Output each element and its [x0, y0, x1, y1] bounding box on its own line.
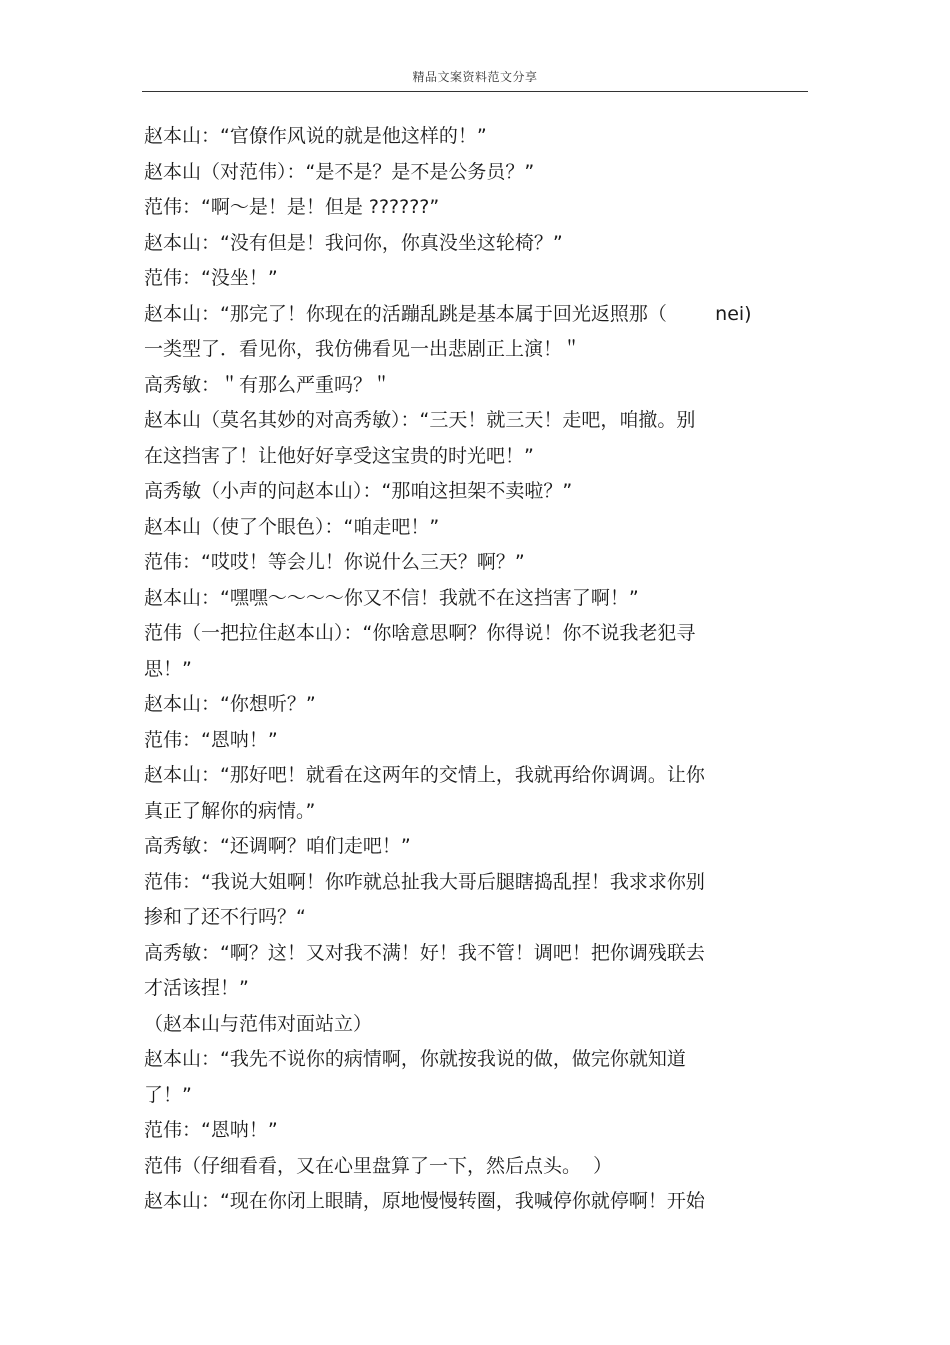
script-line: 赵本山：“没有但是！我问你，你真没坐这轮椅？”: [144, 231, 563, 254]
script-line: 赵本山：“那完了！你现在的活蹦乱跳是基本属于回光返照那（ nei): [144, 302, 752, 325]
script-line: 才活该捏！”: [144, 977, 249, 999]
script-line: 赵本山（莫名其妙的对高秀敏）：“三天！就三天！走吧，咱撤。别: [144, 409, 696, 431]
script-line: 范伟（一把拉住赵本山）：“你啥意思啊？你得说！你不说我老犯寻: [144, 622, 696, 644]
script-line: 高秀敏（小声的问赵本山）：“那咱这担架不卖啦？”: [144, 480, 573, 502]
script-line: 思！”: [144, 657, 192, 680]
script-line: 赵本山（对范伟）：“是不是？是不是公务员？”: [144, 160, 535, 183]
script-line: 高秀敏：“还调啊？咱们走吧！”: [144, 835, 411, 857]
script-line: 范伟：“恩呐！”: [144, 728, 278, 751]
page-header: 精品文案资料范文分享: [412, 70, 538, 84]
script-line: 赵本山：“那好吧！就看在这两年的交情上，我就再给你调调。让你: [144, 764, 705, 786]
script-line: 真正了解你的病情。”: [144, 799, 316, 822]
script-line: 赵本山：“现在你闭上眼睛，原地慢慢转圈，我喊停你就停啊！开始: [144, 1190, 705, 1212]
script-line: 在这挡害了！让他好好享受这宝贵的时光吧！”: [144, 444, 534, 467]
script-line: 范伟：“我说大姐啊！你咋就总扯我大哥后腿瞎捣乱捏！我求求你别: [144, 870, 705, 893]
script-line: 范伟：“恩呐！”: [144, 1119, 278, 1141]
script-body: [144, 119, 804, 1220]
script-line: 赵本山：“官僚作风说的就是他这样的！”: [144, 125, 487, 147]
script-line: （赵本山与范伟对面站立）: [144, 1012, 373, 1035]
script-line: 范伟（仔细看看，又在心里盘算了一下，然后点头。 ）: [144, 1154, 613, 1177]
script-line: 范伟：“哎哎！等会儿！你说什么三天？啊？”: [144, 551, 525, 573]
script-line: 赵本山（使了个眼色）：“咱走吧！”: [144, 515, 440, 538]
script-line: 高秀敏：＂有那么严重吗？＂: [144, 373, 392, 396]
script-line: 赵本山：“你想听？”: [144, 693, 316, 715]
header-divider: [142, 91, 808, 92]
script-line: 高秀敏：“啊？这！又对我不满！好！我不管！调吧！把你调残联去: [144, 941, 705, 964]
script-line: 了！”: [144, 1083, 192, 1106]
script-line: 赵本山：“我先不说你的病情啊，你就按我说的做，做完你就知道: [144, 1048, 686, 1070]
script-line: 范伟：“没坐！”: [144, 267, 278, 289]
script-line: 一类型了．看见你，我仿佛看见一出悲剧正上演！＂: [144, 338, 582, 360]
script-line: 掺和了还不行吗？“: [144, 906, 306, 928]
script-line: 赵本山：“嘿嘿～～～～你又不信！我就不在这挡害了啊！”: [144, 586, 639, 609]
script-line: 范伟：“啊～是！是！但是 ??????”: [144, 196, 440, 218]
